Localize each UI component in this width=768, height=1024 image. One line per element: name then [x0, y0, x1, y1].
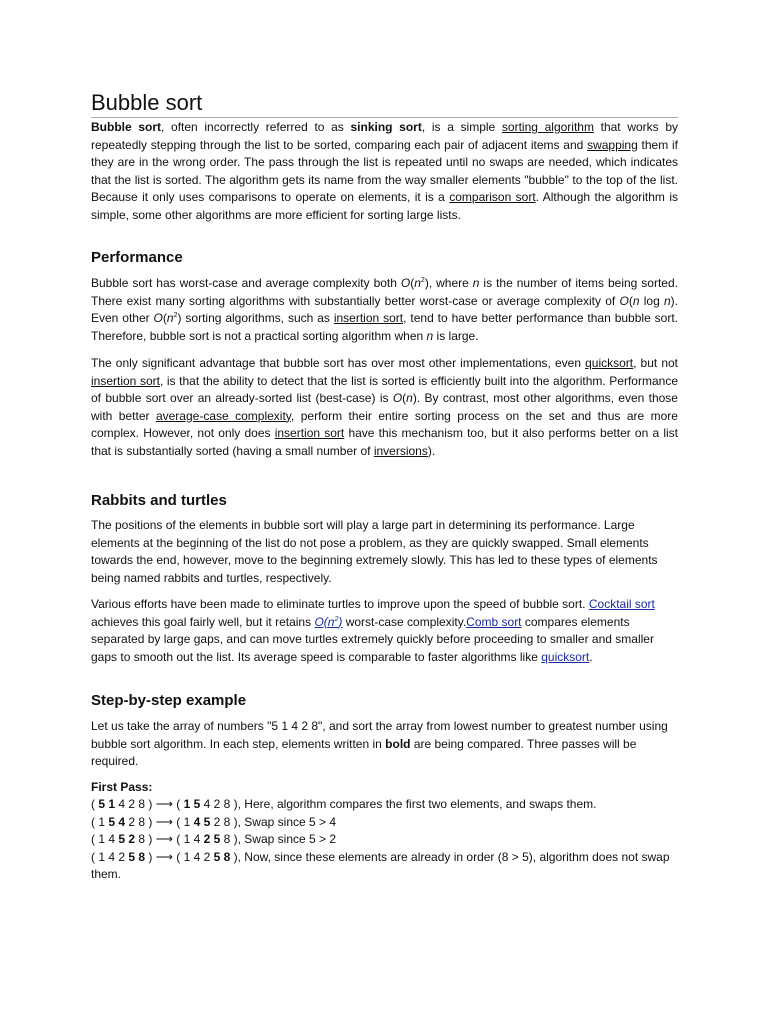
performance-heading-block — [91, 249, 678, 267]
math-exponent: 2 — [420, 277, 425, 284]
text: ( — [628, 293, 633, 308]
rabbits-paragraph-2 — [91, 596, 678, 666]
pass-step-line — [91, 849, 678, 884]
text: worst-case complexity. — [342, 614, 467, 629]
text: is large. — [433, 328, 479, 343]
text: them if they are in the wrong order. The pass through the list is repeated until no swaps are needed, which indicates that the list is sorted. The algorithm gets its name from the way smaller elements "bubble" to the top of the list. Because it only uses comparisons to operate on elements, it is a — [91, 137, 678, 204]
intro-paragraph — [91, 119, 678, 224]
math-o: O — [153, 311, 163, 325]
performance-section — [91, 275, 678, 460]
math-n: n — [663, 293, 671, 308]
text: , often incorrectly referred to as — [161, 120, 351, 134]
text: , is that the ability to detect that the list is sorted is efficiently built into the algorithm. Performance of bubble sort over an already-sorted list (best-case) is — [91, 373, 678, 405]
text: ) sorting algorithms, such as — [177, 311, 334, 325]
text: ) — [338, 614, 343, 629]
text: ( — [402, 391, 407, 405]
math-exponent: 2 — [173, 312, 178, 319]
compared-pair: 5 4 — [108, 814, 126, 829]
math-n: n — [632, 293, 640, 308]
text: Bubble sort has worst-case and average complexity both — [91, 276, 401, 290]
text: ( — [410, 276, 415, 290]
link-quicksort[interactable]: quicksort — [585, 356, 634, 370]
article-title: Bubble sort — [91, 90, 678, 118]
rabbits-heading-block — [91, 492, 678, 510]
link-big-o-n-squared[interactable] — [314, 615, 342, 629]
link-inversions[interactable]: inversions — [373, 443, 428, 458]
pass-step-line — [91, 796, 678, 814]
math-n: n — [414, 276, 421, 290]
link-insertion-sort[interactable]: insertion sort — [274, 426, 345, 440]
performance-paragraph-2 — [91, 355, 678, 460]
text: 4 2 8 ) ⟶ ( — [115, 797, 184, 811]
text: , tend to have better performance than bubble sort. Therefore, bubble sort is not a practical sorting algorithm when — [91, 311, 678, 343]
performance-paragraph-1 — [91, 275, 678, 345]
first-pass-label — [91, 779, 678, 797]
text: compares elements separated by large gaps, and can move turtles extremely quickly before proceeding to smaller and smaller gaps to smooth out the list. Its average speed is comparable to faster algorithms like — [91, 614, 654, 664]
link-quicksort[interactable]: quicksort — [541, 649, 590, 664]
compared-pair: 5 8 — [213, 849, 231, 864]
label-text: First Pass: — [91, 779, 153, 794]
text: O(n — [314, 614, 335, 629]
text: ), where — [424, 276, 473, 290]
compared-pair: 5 1 — [98, 797, 116, 811]
text: . Although the algorithm is simple, some other algorithms are more efficient for sorting large lists. — [91, 190, 678, 222]
rabbits-paragraph-1: The positions of the elements in bubble sort will play a large part in determining its performance. Large elements at the beginning of the list do not pose a problem, as they are quickly swapped. Small elements towards the end, however, move to the beginning extremely slowly. This has led to these types of elements being named rabbits and turtles, respectively. — [91, 518, 658, 585]
math-o: O — [400, 276, 411, 290]
link-insertion-sort[interactable]: insertion sort — [91, 373, 160, 388]
text: that works by repeatedly stepping through the list to be sorted, comparing each pair of adjacent items and — [91, 120, 679, 152]
step-by-step-heading: Step-by-step example — [91, 692, 247, 709]
link-sorting-algorithm[interactable]: sorting algorithm — [501, 120, 594, 134]
pass-step-line — [91, 831, 678, 849]
text: ) ⟶ ( 1 4 2 — [145, 849, 214, 864]
text: are being compared. Three passes will be required. — [91, 736, 637, 768]
text: The only significant advantage that bubble sort has over most other implementations, even — [91, 356, 586, 370]
pass-step-line — [91, 814, 678, 832]
text: 4 2 8 ), Here, algorithm compares the first two elements, and swaps them. — [200, 797, 597, 811]
link-average-case-complexity[interactable]: average-case complexity — [155, 408, 291, 423]
text: ). — [427, 443, 436, 458]
math-o: O — [392, 391, 403, 405]
compared-pair: 5 8 — [128, 849, 146, 864]
compared-pair: 2 5 — [203, 832, 221, 846]
link-comparison-sort[interactable]: comparison sort — [449, 190, 536, 204]
text: ( 1 — [91, 814, 109, 829]
term-bubble-sort: Bubble sort — [91, 120, 162, 134]
text: ( — [91, 797, 99, 811]
rabbits-turtles-heading: Rabbits and turtles — [91, 492, 227, 509]
text: ( 1 4 2 — [91, 849, 129, 864]
term-sinking-sort: sinking sort — [350, 120, 422, 134]
compared-pair: 4 5 — [193, 814, 211, 829]
link-swapping[interactable]: swapping — [587, 137, 638, 152]
math-n: n — [166, 311, 174, 325]
text: , is a simple — [421, 120, 502, 134]
text: , but not — [633, 356, 678, 370]
text: 2 8 ) ⟶ ( 1 — [125, 814, 194, 829]
text: Let us take the array of numbers "5 1 4 2 8", and sort the array from lowest number to greatest number using bubble sort algorithm. In each step, elements written in — [91, 719, 668, 751]
math-exponent: 2 — [334, 615, 339, 623]
example-paragraph — [91, 718, 678, 771]
text: ). Even other — [91, 293, 678, 325]
text: ( — [162, 311, 167, 325]
text: Various efforts have been made to eliminate turtles to improve upon the speed of bubble sort. — [91, 597, 589, 611]
link-cocktail-sort[interactable]: Cocktail sort — [588, 597, 655, 611]
compared-pair: 5 2 — [118, 832, 136, 846]
text: ), Now, since these elements are already in order (8 > 5), algorithm does not swap them. — [91, 849, 670, 881]
text: is the number of items being sorted. There exist many sorting algorithms with substantially better worst-case or average complexity of — [91, 276, 678, 308]
math-n: n — [426, 328, 434, 343]
bold-word: bold — [385, 736, 411, 751]
text: 8 ), Swap since 5 > 2 — [220, 832, 337, 846]
text: , perform their entire sorting process on the set and thus are more complex. However, not only does — [91, 408, 678, 440]
link-comb-sort[interactable]: Comb sort — [466, 614, 522, 629]
math-n: n — [406, 391, 413, 405]
performance-heading: Performance — [91, 249, 183, 266]
first-pass-block — [91, 779, 678, 884]
article-title-block — [91, 90, 678, 118]
link-insertion-sort[interactable]: insertion sort — [333, 311, 404, 325]
text: ). By contrast, most other algorithms, even those with better — [91, 391, 678, 423]
text: have this mechanism too, but it also performs better on a list that is substantially sorted (having a small number of — [91, 426, 679, 458]
text: . — [589, 649, 593, 664]
example-section — [91, 718, 678, 884]
math-n: n — [472, 276, 480, 290]
rabbits-section — [91, 517, 678, 666]
text: 8 ) ⟶ ( 1 4 — [135, 832, 204, 846]
text: log — [639, 293, 664, 308]
text: ( 1 4 — [91, 832, 119, 846]
math-o: O — [619, 293, 629, 308]
text: 2 8 ), Swap since 5 > 4 — [210, 814, 337, 829]
text: achieves this goal fairly well, but it retains — [91, 614, 315, 629]
example-heading-block — [91, 692, 678, 710]
compared-pair: 1 5 — [183, 797, 201, 811]
intro-section — [91, 119, 678, 224]
